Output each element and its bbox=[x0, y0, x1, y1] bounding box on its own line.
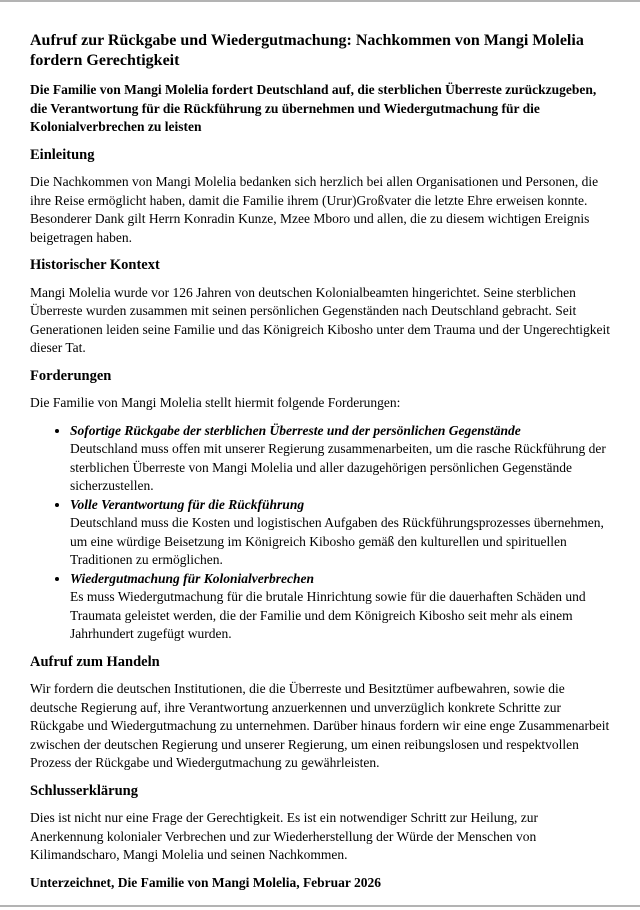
paragraph-forderungen-intro: Die Familie von Mangi Molelia stellt hiermit folgende Forderungen: bbox=[30, 395, 401, 410]
demand-body: Deutschland muss offen mit unserer Regierung zusammenarbeiten, um die rasche Rückführung der sterblichen Überreste von Mangi Molelia und aller dazugehörigen persönlichen Gegenstände sicherzustellen. bbox=[70, 441, 606, 493]
signature-line: Unterzeichnet, Die Familie von Mangi Molelia, Februar 2026 bbox=[30, 874, 382, 890]
heading-forderungen: Forderungen bbox=[30, 367, 112, 384]
bottom-divider bbox=[0, 905, 640, 907]
demand-title: • Volle Verantwortung für die Rückführung bbox=[70, 496, 305, 512]
list-item bbox=[70, 422, 610, 496]
paragraph-einleitung: Die Nachkommen von Mangi Molelia bedanken sich herzlich bei allen Organisationen und Personen, die ihre Reise ermöglicht haben, damit die Familie ihrem (Urur)Großvater die letzte Ehre erweisen konnte. Besonderer Dank gilt Herrn Konradin Kunze, Mzee Mboro und allen, die zu diesem wichtigen Ereignis beigetragen haben. bbox=[30, 174, 599, 245]
heading-einleitung: Einleitung bbox=[30, 146, 95, 163]
demand-title: • Wiedergutmachung für Kolonialverbrechen bbox=[70, 570, 315, 586]
paragraph-historischer-kontext: Mangi Molelia wurde vor 126 Jahren von deutschen Kolonialbeamten hingerichtet. Seine sterblichen Überreste wurden zusammen mit seinen persönlichen Gegenständen nach Deutschland gebracht. Seit Generationen leiden seine Familie und das Königreich Kibosho unter dem Trauma und der Ungerechtigkeit dieser Tat. bbox=[30, 284, 610, 355]
paragraph-aufruf-zum-handeln: Wir fordern die deutschen Institutionen, die die Überreste und Besitztümer aufbewahren, sowie die deutsche Regierung auf, ihre Verantwortung anzuerkennen und unverzüglich konkrete Schritte zur Rückgabe und Wiedergutmachung zu unternehmen. Darüber hinaus fordern wir eine enge Zusammenarbeit zwischen der deutschen Regierung und unserer Regierung, um einen reibungslosen und respektvollen Prozess der Rückgabe und Wiedergutmachung zu gewährleisten. bbox=[30, 681, 610, 770]
paragraph-schlusserklaerung: Dies ist nicht nur eine Frage der Gerechtigkeit. Es ist ein notwendiger Schritt zur Heilung, zur Anerkennung kolonialer Verbrechen und zur Wiederherstellung der Würde der Menschen von Kilimandscharo, Mangi Molelia und seinen Nachkommen. bbox=[30, 810, 538, 862]
document-title: Aufruf zur Rückgabe und Wiedergutmachung: Nachkommen von Mangi Molelia fordern Gerechtigkeit bbox=[30, 32, 584, 69]
list-item bbox=[70, 570, 610, 644]
demand-body: Deutschland muss die Kosten und logistischen Aufgaben des Rückführungsprozesses übernehmen, um eine würdige Beisetzung im Königreich Kibosho gemäß den kulturellen und spirituellen Traditionen zu ermöglichen. bbox=[70, 515, 604, 567]
heading-historischer-kontext: Historischer Kontext bbox=[30, 257, 160, 273]
demand-list bbox=[30, 422, 610, 644]
document-subtitle: Die Familie von Mangi Molelia fordert Deutschland auf, die sterblichen Überreste zurückzugeben, die Verantwortung für die Rückführung zu übernehmen und Wiedergutmachung für die Kolonialverbrechen zu leisten bbox=[30, 82, 597, 134]
demand-title: • Sofortige Rückgabe der sterblichen Überreste und der persönlichen Gegenstände bbox=[70, 422, 521, 438]
heading-aufruf-zum-handeln: Aufruf zum Handeln bbox=[30, 653, 160, 670]
list-item bbox=[70, 496, 610, 570]
document-content bbox=[0, 2, 640, 892]
heading-schlusserklaerung: Schlusserklärung bbox=[30, 782, 138, 799]
demand-body: Es muss Wiedergutmachung für die brutale Hinrichtung sowie für die dauerhaften Schäden und Traumata geleistet werden, die der Familie und dem Königreich Kibosho seit mehr als einem Jahrhundert zugefügt wurden. bbox=[70, 589, 586, 641]
